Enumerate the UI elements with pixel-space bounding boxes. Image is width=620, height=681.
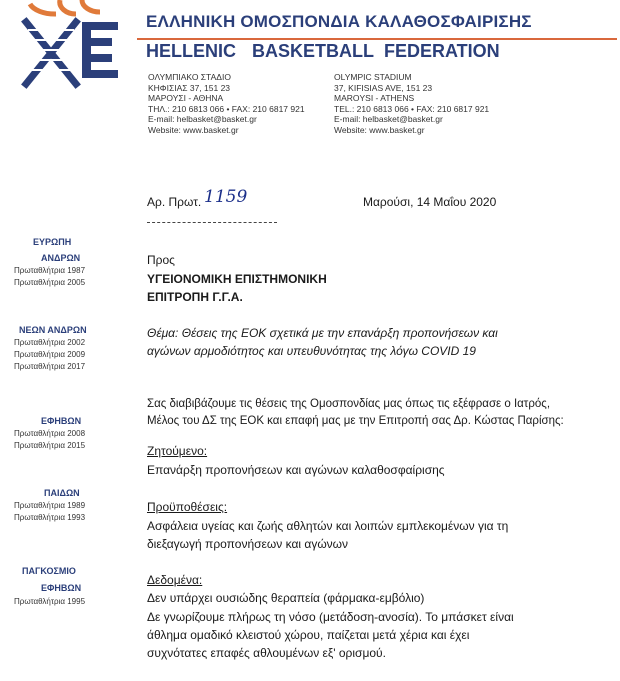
data-label: Δεδομένα:	[147, 573, 203, 587]
sidebar-item: Πρωταθλήτρια 1987	[14, 266, 86, 275]
intro-line: Μέλος του ΔΣ της ΕΟΚ και επαφή μας με την Επιτροπή σας Δρ. Κώστας Παρίσης:	[147, 415, 564, 427]
recipient-line: ΕΠΙΤΡΟΠΗ Γ.Γ.Α.	[147, 290, 243, 304]
sidebar-world-heading: ΠΑΓΚΟΣΜΙΟ	[22, 566, 76, 576]
protocol-number: 1159	[204, 187, 248, 207]
prerequisites-label: Προϋποθέσεις:	[147, 500, 228, 514]
sought-text: Επανάρξη προπονήσεων και αγώνων καλαθοσφαίρισης	[147, 463, 445, 477]
federation-title-greek: ΕΛΛΗΝΙΚΗ ΟΜΟΣΠΟΝΔΙΑ ΚΑΛΑΘΟΣΦΑΙΡΙΣΗΣ	[146, 12, 532, 31]
recipient-line: ΥΓΕΙΟΝΟΜΙΚΗ ΕΠΙΣΤΗΜΟΝΙΚΗ	[147, 272, 327, 286]
federation-title-english	[146, 41, 500, 63]
data-line: Δε γνωρίζουμε πλήρως τη νόσο (μετάδοση-ανοσία). Το μπάσκετ είναι	[147, 610, 514, 624]
address-line: ΟΛΥΜΠΙΑΚΟ ΣΤΑΔΙΟ	[148, 72, 231, 82]
title-word-1: HELLENIC	[146, 41, 236, 61]
address-line: Website: www.basket.gr	[148, 124, 239, 135]
subject-line: αγώνων αρμοδιότητος και υπευθυνότητας της λόγω COVID 19	[147, 344, 476, 358]
address-line: E-mail: helbasket@basket.gr	[148, 114, 257, 124]
address-english	[334, 72, 489, 135]
sidebar-item: Πρωταθλήτρια 2009	[14, 350, 86, 359]
sidebar-item: Πρωταθλήτρια 2015	[14, 441, 86, 450]
sidebar-item: Πρωταθλήτρια 1993	[14, 513, 86, 522]
subject-line: Θέμα: Θέσεις της ΕΟΚ σχετικά με την επανάρξη προπονήσεων και	[147, 326, 498, 340]
sidebar-group-heading: ΕΦΗΒΩΝ	[41, 416, 82, 426]
prerequisites-line: διεξαγωγή προπονήσεων και αγώνων	[147, 537, 349, 551]
address-greek	[148, 72, 305, 135]
address-line: E-mail: helbasket@basket.gr	[334, 114, 443, 124]
title-word-2: BASKETBALL	[252, 41, 374, 61]
sidebar-europe-heading: ΕΥΡΩΠΗ	[33, 237, 72, 247]
sidebar-item: Πρωταθλήτρια 2017	[14, 362, 86, 371]
address-line: 37, KIFISIAS AVE, 151 23	[334, 82, 433, 93]
sidebar-group-heading: ΕΦΗΒΩΝ	[41, 583, 82, 593]
sidebar-item: Πρωταθλήτρια 1995	[14, 597, 86, 606]
data-line: Δεν υπάρχει ουσιώδης θεραπεία (φάρμακα-εμβόλιο)	[147, 591, 425, 605]
protocol-underline	[147, 222, 277, 223]
sidebar-item: Πρωταθλήτρια 2005	[14, 278, 86, 287]
address-line: ΤΗΛ.: 210 6813 066 • FAX: 210 6817 921	[148, 103, 305, 114]
address-line: ΚΗΦΙΣΙΑΣ 37, 151 23	[148, 82, 231, 93]
to-label: Προς	[147, 253, 175, 267]
sidebar-item: Πρωταθλήτρια 2002	[14, 338, 86, 347]
protocol-label: Αρ. Πρωτ.	[147, 195, 202, 209]
sidebar-item: Πρωταθλήτρια 2008	[14, 429, 86, 438]
address-line: Website: www.basket.gr	[334, 124, 425, 135]
data-line: συχνότατες επαφές αθλουμένων εξ' ορισμού.	[147, 646, 386, 660]
federation-logo	[16, 0, 126, 90]
sidebar-group-heading: ΝΕΩΝ ΑΝΔΡΩΝ	[19, 325, 87, 335]
address-line: MAROYSI - ATHENS	[334, 93, 415, 103]
sidebar-group-heading: ΠΑΙΔΩΝ	[44, 488, 80, 498]
prerequisites-line: Ασφάλεια υγείας και ζωής αθλητών και λοιπών εμπλεκομένων για τη	[147, 519, 509, 533]
sidebar-group-heading: ΑΝΔΡΩΝ	[41, 253, 81, 263]
letter-date: Μαρούσι, 14 Μαΐου 2020	[363, 195, 497, 209]
intro-line: Σας διαβιβάζουμε τις θέσεις της Ομοσπονδίας μας όπως τις εξέφρασε ο Ιατρός,	[147, 398, 551, 410]
header-rule	[137, 38, 617, 40]
title-word-3: FEDERATION	[384, 41, 500, 61]
address-line: ΜΑΡΟΥΣΙ - ΑΘΗΝΑ	[148, 93, 224, 103]
address-line: OLYMPIC STADIUM	[334, 72, 412, 82]
sought-label: Ζητούμενο:	[147, 444, 208, 458]
address-line: TEL.: 210 6813 066 • FAX: 210 6817 921	[334, 103, 490, 114]
data-line: άθλημα ομαδικό κλειστού χώρου, παίζεται μετά χέρια και έχει	[147, 628, 470, 642]
sidebar-item: Πρωταθλήτρια 1989	[14, 501, 86, 510]
